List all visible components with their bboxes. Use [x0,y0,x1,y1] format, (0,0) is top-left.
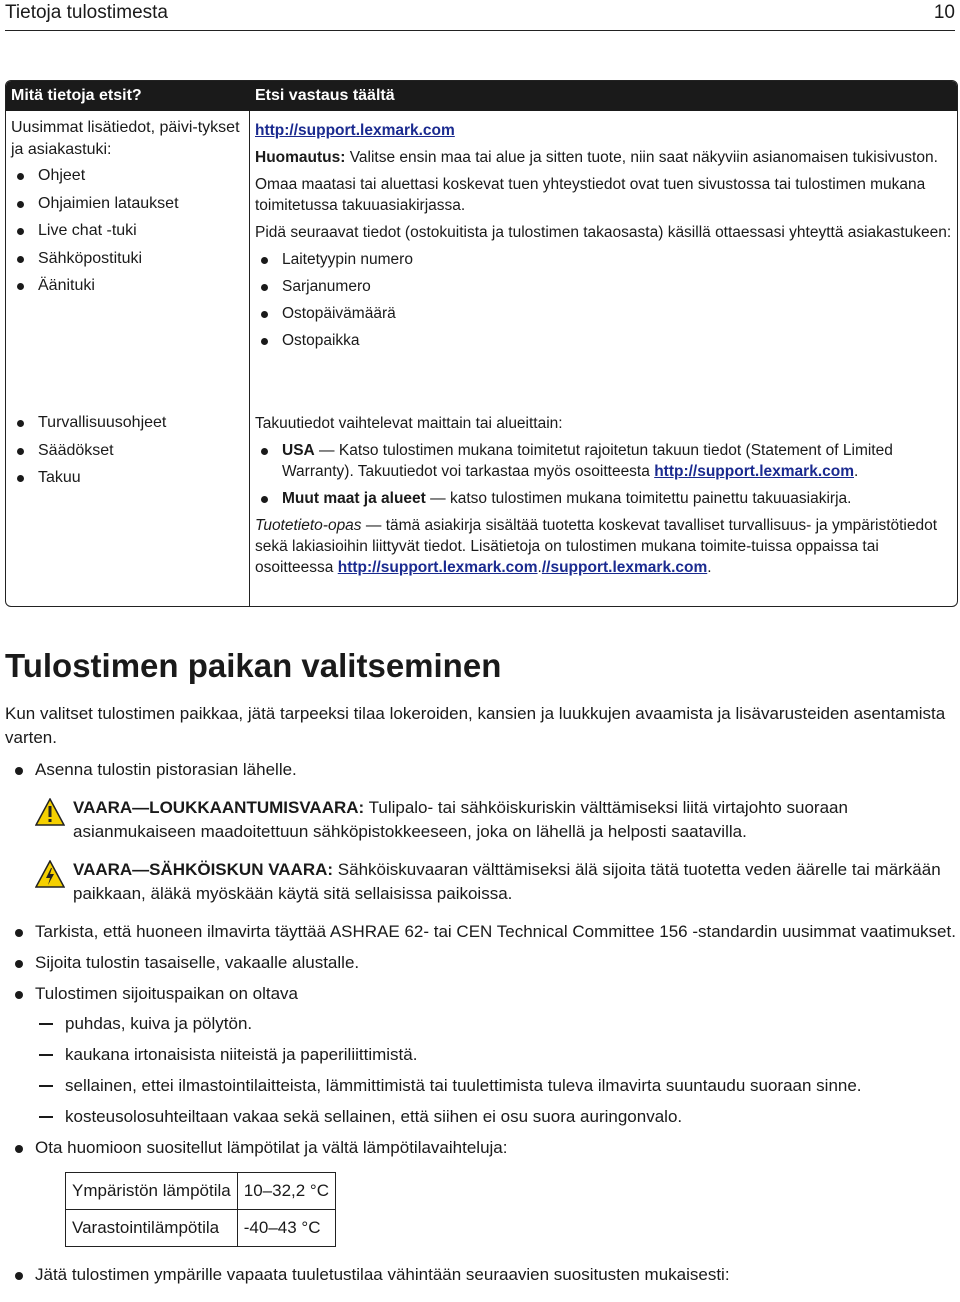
other-label: Muut maat ja alueet [282,490,426,507]
list-item-text: Tulostimen sijoituspaikan on oltava [35,984,299,1003]
table-cell-label: Varastointilämpötila [66,1210,238,1247]
list-item: Asenna tulostin pistorasian lähelle. [5,758,957,782]
table-row [66,1173,336,1210]
temperature-table [65,1172,336,1247]
usa-link[interactable]: http://support.lexmark.com [654,463,854,480]
dash-item: kosteusolosuhteiltaan vakaa sekä sellainen, että siihen ei osu suora auringonvalo. [35,1105,957,1129]
table-header-bar [6,81,957,111]
contact-text: Omaa maatasi tai aluettasi koskevat tuen yhteystiedot ovat tuen sivustossa tai tulostimen mukana toimitetussa takuuasiakirjassa. [255,176,926,214]
list-item: Jätä tulostimen ympärille vapaata tuuletustilaa vähintään seuraavien suositusten mukaisesti: [5,1263,957,1287]
list-item: Laitetyypin numero [255,249,955,270]
list-item [5,982,957,1129]
list-item-text: Ota huomioon suositellut lämpötilat ja vältä lämpötilavaihteluja: [35,1138,508,1157]
warning-injury [5,796,957,844]
list-item: Ohjaimien lataukset [11,193,243,221]
list-item: Muut maat ja alueet — katso tulostimen mukana toimitettu painettu takuuasiakirja. [255,488,955,509]
list-item: Säädökset [11,440,243,468]
list-item: Live chat -tuki [11,220,243,248]
list-item: Sähköpostituki [11,248,243,276]
header-title: Tietoja tulostimesta [5,2,168,23]
right-cell-warranty: Takuutiedot vaihtelevat maittain tai alueittain: USA — Katso tulostimen mukana toimitetut rajoitetun takuun tiedot (Statement of Limited Warranty). Takuutiedot voi tarkastaa myös osoitteesta http://support.lexmark.com. Muut maat ja alueet — katso tulostimen mukana toimitettu painettu takuuasiakirja. Tuotetieto-opas — tämä asiakirja sisältää tuotetta koskevat tavalliset turvallisuus- ja ympäristötiedot sekä lakiasioihin liittyvät tiedot. Lisätietoja on tulostimen mukana toimite-tuissa oppaissa tai osoitteessa http://support.lexmark.com.//support.lexmark.com. [255,413,955,584]
warning-text: Tulipalo- tai sähköiskuriskin välttämiseksi liitä virtajohto suoraan asianmukaiseen maadoitettuun sähköpistokkeeseen, joka on lähellä ja helposti saatavilla. [73,798,848,841]
warning-label: VAARA—LOUKKAANTUMISVAARA: [73,798,365,817]
list-item: Ohjeet [11,165,243,193]
usa-label: USA [282,442,315,459]
page-number: 10 [933,2,955,23]
table-header-left: Mitä tietoja etsit? [11,87,142,104]
dash-item: sellainen, ettei ilmastointilaitteista, lämmittimistä tai tuulettimista tuleva ilmavirta suuntaudu suoraan sinne. [35,1074,957,1098]
list-item: Ostopäivämäärä [255,303,955,324]
guide-title: Tuotetieto-opas [255,517,362,534]
list-item: Äänituki [11,275,243,303]
info-table [5,80,958,607]
list-item: Takuu [11,467,243,495]
list-item [5,1136,957,1247]
electric-shock-warning-icon [35,860,65,888]
table-cell-label: Ympäristön lämpötila [66,1173,238,1210]
list-item: Ostopaikka [255,330,955,351]
guide-text: tämä asiakirja sisältää tuotetta koskevat tavalliset turvallisuus- ja ympäristötiedot sekä lakiasioihin liittyvät tiedot. Lisätietoja on tulostimen mukana toimite-tuissa oppaissa tai osoitteessa [255,517,938,576]
left-intro: Uusimmat lisätiedot, päivi-tykset ja asiakastuki: [11,119,240,158]
warning-triangle-icon [35,798,65,826]
guide-link-2[interactable]: //support.lexmark.com [541,559,708,576]
list-item: Sarjanumero [255,276,955,297]
warning-label: VAARA—SÄHKÖISKUN VAARA: [73,860,334,879]
support-link[interactable]: http://support.lexmark.com [255,122,455,139]
list-item: Turvallisuusohjeet [11,412,243,440]
guide-link-1[interactable]: http://support.lexmark.com [337,559,538,576]
header-rule [5,30,955,31]
dash-item: kaukana irtonaisista niiteistä ja paperiliittimistä. [35,1043,957,1067]
warning-shock [5,858,957,906]
list-item: Tarkista, että huoneen ilmavirta täyttää ASHRAE 62- tai CEN Technical Committee 156 -standardin uusimmat vaatimukset. [5,920,957,944]
table-cell-value: 10–32,2 °C [237,1173,335,1210]
warranty-list [11,412,243,495]
table-row [66,1210,336,1247]
list-item: Sijoita tulostin tasaiselle, vakaalle alustalle. [5,951,957,975]
keep-text: Pidä seuraavat tiedot (ostokuitista ja tulostimen takaosasta) käsillä ottaessasi yhteyttä asiakastukeen: [255,224,952,241]
support-list [11,165,243,303]
page-header [5,0,955,26]
warning-text: Sähköiskuvaaran välttämiseksi älä sijoita tätä tuotetta veden äärelle tai märkään paikkaan, äläkä myöskään käytä sitä sellaisissa paikoissa. [73,860,941,903]
note-label: Huomautus: [255,149,346,166]
warranty-intro: Takuutiedot vaihtelevat maittain tai alueittain: [255,415,563,432]
section-intro: Kun valitset tulostimen paikkaa, jätä tarpeeksi tilaa lokeroiden, kansien ja luukkujen avaamista ja lisävarusteiden asentamista varten. [5,704,946,747]
dash-item: puhdas, kuiva ja pölytön. [35,1012,957,1036]
list-item: USA — Katso tulostimen mukana toimitetut rajoitetun takuun tiedot (Statement of Limited Warranty). Takuutiedot voi tarkastaa myös osoitteesta http://support.lexmark.com. [255,440,955,482]
other-text: katso tulostimen mukana toimitettu painettu takuuasiakirja. [449,490,852,507]
column-divider [249,111,250,606]
keep-list [255,249,955,351]
section-body [5,702,957,1294]
usa-text: Katso tulostimen mukana toimitetut rajoitetun takuun tiedot (Statement of Limited Warranty). Takuutiedot voi tarkastaa myös osoitteesta [282,442,893,480]
right-cell-support [255,120,955,357]
warranty-region-list [255,440,955,509]
table-cell-value: -40–43 °C [237,1210,335,1247]
location-requirements-list [35,1012,957,1129]
table-header-right: Etsi vastaus täältä [255,87,395,104]
placement-list-cont [5,920,957,1287]
note-text: Valitse ensin maa tai alue ja sitten tuote, niin saat näkyviin asianomaisen tukisivuston. [349,149,938,166]
section-heading: Tulostimen paikan valitseminen [5,647,502,684]
left-cell-support [11,117,243,303]
left-cell-warranty [11,412,243,495]
placement-list [5,758,957,782]
